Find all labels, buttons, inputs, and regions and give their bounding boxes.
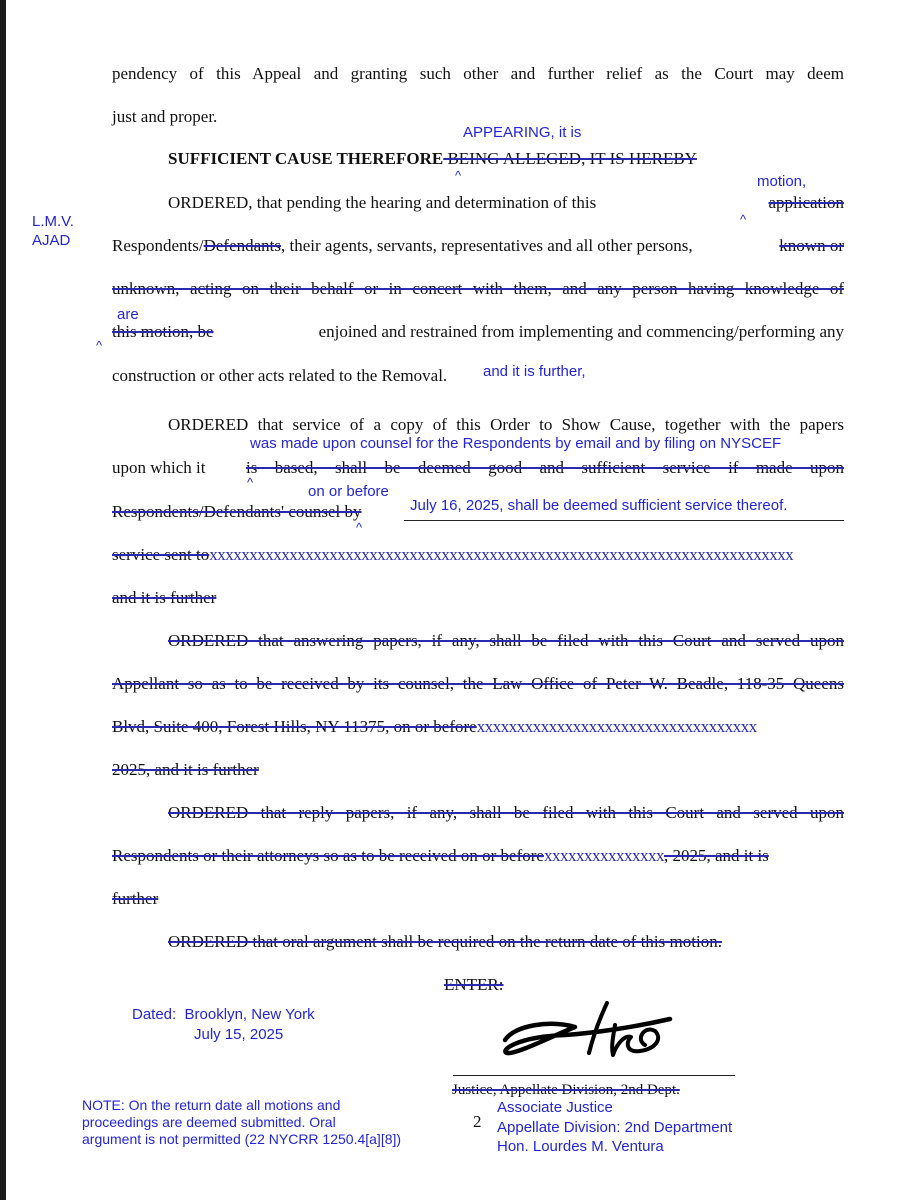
order1-line-2-a: Respondents/	[112, 236, 204, 255]
order4-x-fill: xxxxxxxxxxxxxxx	[543, 846, 664, 865]
order1-line-4	[112, 322, 844, 342]
enter-label: ENTER:	[444, 975, 504, 994]
on-or-before-insertion: on or before	[308, 483, 389, 500]
order3-line-2: Appellant so as to be received by its counsel, the Law Office of Peter W. Beadle, 118-35 Queens	[112, 674, 844, 693]
sig-title-1: Associate Justice	[497, 1099, 613, 1116]
heading-insertion: APPEARING, it is	[463, 124, 582, 141]
order1-line-5: construction or other acts related to the Removal.	[112, 366, 448, 385]
order2-line-3-struck: Respondents/Defendants' counsel by	[112, 502, 362, 521]
caret-mark: ^	[740, 212, 747, 227]
order3-x-fill: xxxxxxxxxxxxxxxxxxxxxxxxxxxxxxxxxxx	[476, 717, 757, 736]
order2-line-4	[112, 545, 852, 565]
caret-mark: ^	[455, 168, 462, 183]
order1-line-3: unknown, acting on their behalf or in concert with them, and any person having knowledge of	[112, 279, 844, 298]
order2-line-5: and it is further	[112, 588, 217, 607]
note-line-1: NOTE: On the return date all motions and	[82, 1097, 341, 1113]
heading-kept-text: SUFFICIENT CAUSE THEREFORE	[168, 149, 444, 168]
order1-line-2	[112, 236, 844, 256]
dated-place: Brooklyn, New York	[184, 1006, 315, 1023]
intro-line-2: just and proper.	[112, 107, 218, 126]
order3-struck-address: Blvd, Suite 400, Forest Hills, NY 11375, on or before	[112, 717, 477, 736]
order5-line-1: ORDERED that oral argument shall be required on the return date of this motion.	[168, 932, 722, 951]
intro-line-1: pendency of this Appeal and granting such other and further relief as the Court may deem	[112, 64, 844, 83]
order4-line-2	[112, 846, 852, 866]
order2-line-2	[112, 458, 844, 478]
order1-struck-application: application	[768, 193, 844, 212]
order1-line-2-b: , their agents, servants, representatives and all other persons,	[281, 236, 693, 255]
caret-mark: ^	[96, 338, 103, 353]
sig-title-3: Hon. Lourdes M. Ventura	[497, 1138, 664, 1155]
order4-line-3: further	[112, 889, 159, 908]
order2-line-2-a: upon which it	[112, 458, 206, 477]
dated-label: Dated:	[132, 1006, 177, 1023]
order2-x-fill: xxxxxxxxxxxxxxxxxxxxxxxxxxxxxxxxxxxxxxxxxxxxxxxxxxxxxxxxxxxxxxxxxxxxxxxxx	[209, 545, 794, 564]
order4-struck-reply: Respondents or their attorneys so as to be received on or before	[112, 846, 544, 865]
note-line-2: proceedings are deemed submitted. Oral	[82, 1114, 336, 1130]
note-line-3: argument is not permitted (22 NYCRR 1250.4[a][8])	[82, 1131, 402, 1147]
service-date-insertion: July 16, 2025, shall be deemed sufficient service thereof.	[410, 497, 788, 514]
order2-line-1: ORDERED that service of a copy of this Order to Show Cause, together with the papers	[168, 415, 844, 434]
are-insertion: are	[117, 306, 139, 323]
further-insertion: and it is further,	[483, 363, 586, 380]
order2-struck-service-sent: service sent to	[112, 545, 210, 564]
order3-line-4: 2025, and it is further	[112, 760, 259, 779]
order1-struck-known: known or	[779, 236, 844, 255]
signature-mark	[495, 995, 685, 1070]
signature-line	[453, 1075, 735, 1076]
order2-struck-service: is based, shall be deemed good and sufficient service if made upon	[246, 458, 844, 477]
margin-initials-1: L.M.V.	[32, 213, 74, 230]
order1-line-4-b: enjoined and restrained from implementing and commencing/performing any	[318, 322, 844, 341]
sig-title-2: Appellate Division: 2nd Department	[497, 1119, 733, 1136]
motion-insertion: motion,	[757, 173, 807, 190]
caret-mark: ^	[356, 520, 363, 535]
order4-struck-year: , 2025, and it is	[663, 846, 769, 865]
order3-line-3	[112, 717, 847, 737]
order1-line-1-text: ORDERED, that pending the hearing and determination of this	[168, 193, 597, 212]
page-left-edge	[0, 0, 6, 1200]
blank-underline	[404, 520, 844, 521]
dated-date: July 15, 2025	[194, 1026, 284, 1043]
order1-struck-this-motion: this motion, be	[112, 322, 214, 341]
heading	[168, 149, 697, 169]
dated-line	[132, 1006, 315, 1024]
order1-struck-defendants: Defendants	[203, 236, 282, 255]
order4-line-1: ORDERED that reply papers, if any, shall be filed with this Court and served upon	[168, 803, 844, 822]
order3-line-1: ORDERED that answering papers, if any, shall be filed with this Court and served upon	[168, 631, 844, 650]
service-insertion: was made upon counsel for the Respondents by email and by filing on NYSCEF	[250, 435, 782, 452]
heading-struck-text: BEING ALLEGED, IT IS HEREBY	[443, 149, 697, 168]
order1-line-1	[168, 193, 844, 213]
page-number: 2	[473, 1112, 482, 1131]
signature-struck-title: Justice, Appellate Division, 2nd Dept.	[452, 1082, 680, 1098]
margin-initials-2: AJAD	[32, 232, 71, 249]
caret-mark: ^	[247, 475, 254, 490]
